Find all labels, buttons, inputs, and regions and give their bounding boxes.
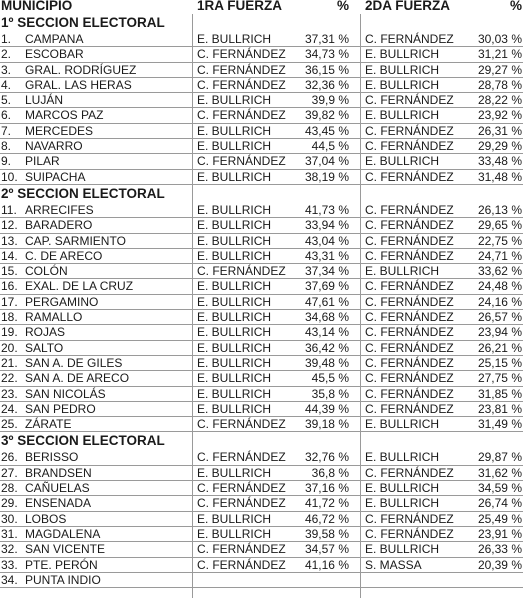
row-number: 21. (1, 355, 18, 370)
first-percent: 39,58 % (304, 526, 349, 541)
table-body (0, 14, 523, 588)
second-percent: 31,62 % (477, 465, 522, 480)
second-force: C. FERNÁNDEZ (365, 248, 454, 263)
first-percent: 34,57 % (304, 542, 349, 557)
municipio-name: ROJAS (25, 325, 66, 340)
first-percent: 32,76 % (304, 450, 349, 465)
second-percent: 25,15 % (477, 355, 522, 370)
table-row (0, 139, 523, 154)
row-number: 19. (1, 325, 18, 340)
municipio-name: GRAL. RODRÍGUEZ (25, 62, 137, 77)
second-force: C. FERNÁNDEZ (365, 93, 454, 108)
second-force: C. FERNÁNDEZ (365, 32, 454, 46)
first-percent: 38,19 % (304, 169, 349, 184)
first-percent: 43,31 % (304, 248, 349, 263)
row-number: 18. (1, 310, 18, 325)
first-force: E. BULLRICH (197, 218, 272, 233)
section-title: 2º SECCION ELECTORAL (1, 185, 165, 201)
first-percent: 36,15 % (304, 62, 349, 77)
municipio-name: CAP. SARMIENTO (25, 233, 126, 248)
first-force: E. BULLRICH (197, 248, 272, 263)
first-percent: 39,82 % (304, 108, 349, 123)
second-force: E. BULLRICH (365, 108, 440, 123)
second-percent: 23,92 % (477, 108, 522, 123)
second-force: E. BULLRICH (365, 496, 440, 511)
row-number: 34. (1, 572, 18, 587)
second-force: E. BULLRICH (365, 47, 440, 62)
municipio-name: ENSENADA (25, 496, 92, 511)
second-percent: 31,85 % (477, 386, 522, 401)
municipio-name: PILAR (25, 154, 60, 169)
table-row (0, 154, 523, 169)
second-percent: 33,48 % (477, 154, 522, 169)
table-row (0, 63, 523, 78)
section-title: 3º SECCION ELECTORAL (1, 433, 165, 449)
header-second-percent: % (510, 0, 523, 13)
first-force: E. BULLRICH (197, 310, 272, 325)
table-row (0, 450, 523, 465)
municipio-name: ZÁRATE (25, 417, 72, 432)
first-percent: 44,39 % (304, 401, 349, 416)
first-force: C. FERNÁNDEZ (197, 47, 286, 62)
second-percent: 23,81 % (477, 401, 522, 416)
table-row (0, 417, 523, 432)
municipio-name: LUJÁN (25, 93, 64, 108)
row-number: 31. (1, 526, 18, 541)
first-percent: 37,31 % (304, 32, 349, 46)
second-force: C. FERNÁNDEZ (365, 202, 454, 217)
row-number: 12. (1, 218, 18, 233)
municipio-name: NAVARRO (25, 139, 83, 154)
second-percent: 24,71 % (477, 248, 522, 263)
second-percent: 28,78 % (477, 77, 522, 92)
first-percent: 34,68 % (304, 310, 349, 325)
row-number: 2. (1, 47, 12, 62)
second-percent: 31,21 % (477, 47, 522, 62)
first-force: E. BULLRICH (197, 386, 272, 401)
municipio-name: GRAL. LAS HERAS (25, 77, 132, 92)
first-force: E. BULLRICH (197, 32, 272, 46)
header-second-force: 2DA FUERZA (365, 0, 451, 13)
header-municipio: MUNICIPIO (1, 0, 73, 13)
first-force: C. FERNÁNDEZ (197, 62, 286, 77)
first-force: C. FERNÁNDEZ (197, 264, 286, 279)
municipio-name: PUNTA INDIO (25, 572, 101, 587)
municipio-name: ARRECIFES (25, 202, 94, 217)
second-percent: 29,27 % (477, 62, 522, 77)
table-row (0, 170, 523, 185)
row-number: 30. (1, 511, 18, 526)
first-percent: 35,8 % (311, 386, 349, 401)
second-force: C. FERNÁNDEZ (365, 294, 454, 309)
first-force: C. FERNÁNDEZ (197, 481, 286, 496)
second-force: C. FERNÁNDEZ (365, 401, 454, 416)
second-force: E. BULLRICH (365, 77, 440, 92)
header-first-percent: % (337, 0, 350, 13)
municipio-name: MARCOS PAZ (25, 108, 104, 123)
row-number: 8. (1, 139, 12, 154)
second-percent: 26,21 % (477, 340, 522, 355)
row-number: 13. (1, 233, 18, 248)
municipio-name: BRANDSEN (25, 465, 92, 480)
first-force: E. BULLRICH (197, 340, 272, 355)
row-number: 14. (1, 248, 18, 263)
first-force: E. BULLRICH (197, 279, 272, 294)
second-force: C. FERNÁNDEZ (365, 340, 454, 355)
second-percent: 29,29 % (477, 139, 522, 154)
first-force: C. FERNÁNDEZ (197, 77, 286, 92)
second-force: C. FERNÁNDEZ (365, 139, 454, 154)
municipio-name: COLÓN (25, 264, 68, 279)
row-number: 6. (1, 108, 12, 123)
second-percent: 26,31 % (477, 123, 522, 138)
first-percent: 41,72 % (304, 496, 349, 511)
table-row (0, 32, 523, 47)
second-percent: 24,48 % (477, 279, 522, 294)
row-number: 25. (1, 417, 18, 432)
municipio-name: BARADERO (25, 218, 93, 233)
first-percent: 37,69 % (304, 279, 349, 294)
first-percent: 39,18 % (304, 417, 349, 432)
second-force: E. BULLRICH (365, 542, 440, 557)
second-force: C. FERNÁNDEZ (365, 279, 454, 294)
first-percent: 37,04 % (304, 154, 349, 169)
second-percent: 25,49 % (477, 511, 522, 526)
second-percent: 26,33 % (477, 542, 522, 557)
municipio-name: SALTO (25, 340, 64, 355)
row-number: 24. (1, 401, 18, 416)
first-force: E. BULLRICH (197, 371, 272, 386)
table-row (0, 341, 523, 356)
first-percent: 33,94 % (304, 218, 349, 233)
first-force: E. BULLRICH (197, 526, 272, 541)
first-force: E. BULLRICH (197, 233, 272, 248)
second-force: E. BULLRICH (365, 481, 440, 496)
first-percent: 43,04 % (304, 233, 349, 248)
first-force: E. BULLRICH (197, 123, 272, 138)
table-header (0, 0, 523, 14)
municipio-name: CAMPANA (25, 32, 84, 46)
municipio-name: PERGAMINO (25, 294, 99, 309)
first-force: E. BULLRICH (197, 401, 272, 416)
municipio-name: MERCEDES (25, 123, 94, 138)
municipio-name: EXAL. DE LA CRUZ (25, 279, 134, 294)
municipio-name: SAN VICENTE (25, 542, 106, 557)
table-row (0, 295, 523, 310)
second-force: C. FERNÁNDEZ (365, 386, 454, 401)
first-percent: 43,45 % (304, 123, 349, 138)
first-percent: 39,9 % (311, 93, 349, 108)
first-force: E. BULLRICH (197, 511, 272, 526)
first-force: E. BULLRICH (197, 202, 272, 217)
table-row (0, 387, 523, 402)
first-force: C. FERNÁNDEZ (197, 496, 286, 511)
first-percent: 41,16 % (304, 557, 349, 572)
municipio-name: PTE. PERÓN (25, 557, 98, 572)
first-force: E. BULLRICH (197, 325, 272, 340)
row-number: 32. (1, 542, 18, 557)
table-row (0, 279, 523, 294)
second-force: C. FERNÁNDEZ (365, 123, 454, 138)
second-percent: 23,91 % (477, 526, 522, 541)
row-number: 15. (1, 264, 18, 279)
table-row (0, 573, 523, 588)
table-row (0, 93, 523, 108)
second-force: S. MASSA (365, 557, 422, 572)
municipio-name: SAN NICOLÁS (25, 386, 106, 401)
second-percent: 29,65 % (477, 218, 522, 233)
second-force: C. FERNÁNDEZ (365, 233, 454, 248)
table-row (0, 496, 523, 511)
table-row (0, 234, 523, 249)
row-number: 20. (1, 340, 18, 355)
first-force: E. BULLRICH (197, 355, 272, 370)
table-row (0, 325, 523, 340)
row-number: 23. (1, 386, 18, 401)
municipio-name: ESCOBAR (25, 47, 84, 62)
municipio-name: SAN A. DE GILES (25, 355, 123, 370)
second-force: C. FERNÁNDEZ (365, 355, 454, 370)
second-percent: 30,03 % (477, 32, 522, 46)
municipio-name: MAGDALENA (25, 526, 101, 541)
table-row (0, 264, 523, 279)
section-title: 1º SECCION ELECTORAL (1, 15, 165, 30)
table-row (0, 218, 523, 233)
table-row (0, 203, 523, 218)
second-percent: 23,94 % (477, 325, 522, 340)
second-percent: 22,75 % (477, 233, 522, 248)
first-force: C. FERNÁNDEZ (197, 108, 286, 123)
table-row (0, 124, 523, 139)
municipio-name: RAMALLO (25, 310, 83, 325)
first-percent: 45,5 % (311, 371, 349, 386)
second-percent: 26,13 % (477, 202, 522, 217)
first-percent: 34,73 % (304, 47, 349, 62)
row-number: 17. (1, 294, 18, 309)
first-force: C. FERNÁNDEZ (197, 542, 286, 557)
first-force: C. FERNÁNDEZ (197, 450, 286, 465)
row-number: 28. (1, 481, 18, 496)
second-force: E. BULLRICH (365, 264, 440, 279)
first-percent: 37,34 % (304, 264, 349, 279)
row-number: 26. (1, 450, 18, 465)
municipio-name: CAÑUELAS (25, 481, 90, 496)
table-row (0, 47, 523, 62)
first-percent: 36,42 % (304, 340, 349, 355)
row-number: 11. (1, 202, 17, 217)
second-force: C. FERNÁNDEZ (365, 310, 454, 325)
second-percent: 33,62 % (477, 264, 522, 279)
row-number: 7. (1, 123, 12, 138)
second-force: C. FERNÁNDEZ (365, 465, 454, 480)
second-force: C. FERNÁNDEZ (365, 526, 454, 541)
table-row (0, 108, 523, 123)
table-row (0, 402, 523, 417)
second-percent: 26,74 % (477, 496, 522, 511)
second-force: E. BULLRICH (365, 62, 440, 77)
table-row (0, 249, 523, 264)
municipio-name: BERISSO (25, 450, 79, 465)
first-percent: 39,48 % (304, 355, 349, 370)
row-number: 16. (1, 279, 18, 294)
second-percent: 31,48 % (477, 169, 522, 184)
table-row (0, 466, 523, 481)
second-percent: 31,49 % (477, 417, 522, 432)
municipio-name: SAN A. DE ARECO (25, 371, 130, 386)
first-percent: 43,14 % (304, 325, 349, 340)
row-number: 5. (1, 93, 12, 108)
first-percent: 41,73 % (304, 202, 349, 217)
first-percent: 46,72 % (304, 511, 349, 526)
row-number: 1. (1, 32, 12, 46)
first-force: C. FERNÁNDEZ (197, 557, 286, 572)
table-row (0, 481, 523, 496)
table-row (0, 310, 523, 325)
second-percent: 24,16 % (477, 294, 522, 309)
first-percent: 44,5 % (311, 139, 349, 154)
table-row (0, 542, 523, 557)
first-force: E. BULLRICH (197, 139, 272, 154)
second-percent: 28,22 % (477, 93, 522, 108)
second-percent: 27,75 % (477, 371, 522, 386)
second-force: E. BULLRICH (365, 417, 440, 432)
row-number: 9. (1, 154, 12, 169)
first-force: C. FERNÁNDEZ (197, 154, 286, 169)
second-force: E. BULLRICH (365, 154, 440, 169)
row-number: 27. (1, 465, 18, 480)
first-percent: 47,61 % (304, 294, 349, 309)
row-number: 4. (1, 77, 12, 92)
row-number: 10. (1, 169, 18, 184)
first-force: E. BULLRICH (197, 93, 272, 108)
first-percent: 32,36 % (304, 77, 349, 92)
first-percent: 37,16 % (304, 481, 349, 496)
municipio-name: SUIPACHA (25, 169, 86, 184)
second-force: E. BULLRICH (365, 450, 440, 465)
second-percent: 34,59 % (477, 481, 522, 496)
first-force: E. BULLRICH (197, 465, 272, 480)
row-number: 29. (1, 496, 18, 511)
second-force: C. FERNÁNDEZ (365, 371, 454, 386)
table-row (0, 78, 523, 93)
table-row (0, 512, 523, 527)
first-force: E. BULLRICH (197, 169, 272, 184)
table-row (0, 527, 523, 542)
table-row (0, 356, 523, 371)
row-number: 22. (1, 371, 18, 386)
second-force: C. FERNÁNDEZ (365, 511, 454, 526)
table-row (0, 558, 523, 573)
header-first-force: 1RA FUERZA (197, 0, 283, 13)
row-number: 33. (1, 557, 18, 572)
municipio-name: SAN PEDRO (25, 401, 96, 416)
second-percent: 29,87 % (477, 450, 522, 465)
second-percent: 20,39 % (477, 557, 522, 572)
second-force: C. FERNÁNDEZ (365, 325, 454, 340)
first-force: E. BULLRICH (197, 294, 272, 309)
municipio-name: C. DE ARECO (25, 248, 103, 263)
first-force: C. FERNÁNDEZ (197, 417, 286, 432)
row-number: 3. (1, 62, 12, 77)
municipio-name: LOBOS (25, 511, 67, 526)
second-force: C. FERNÁNDEZ (365, 169, 454, 184)
table-row (0, 371, 523, 386)
first-percent: 36,8 % (311, 465, 349, 480)
second-force: C. FERNÁNDEZ (365, 218, 454, 233)
second-percent: 26,57 % (477, 310, 522, 325)
